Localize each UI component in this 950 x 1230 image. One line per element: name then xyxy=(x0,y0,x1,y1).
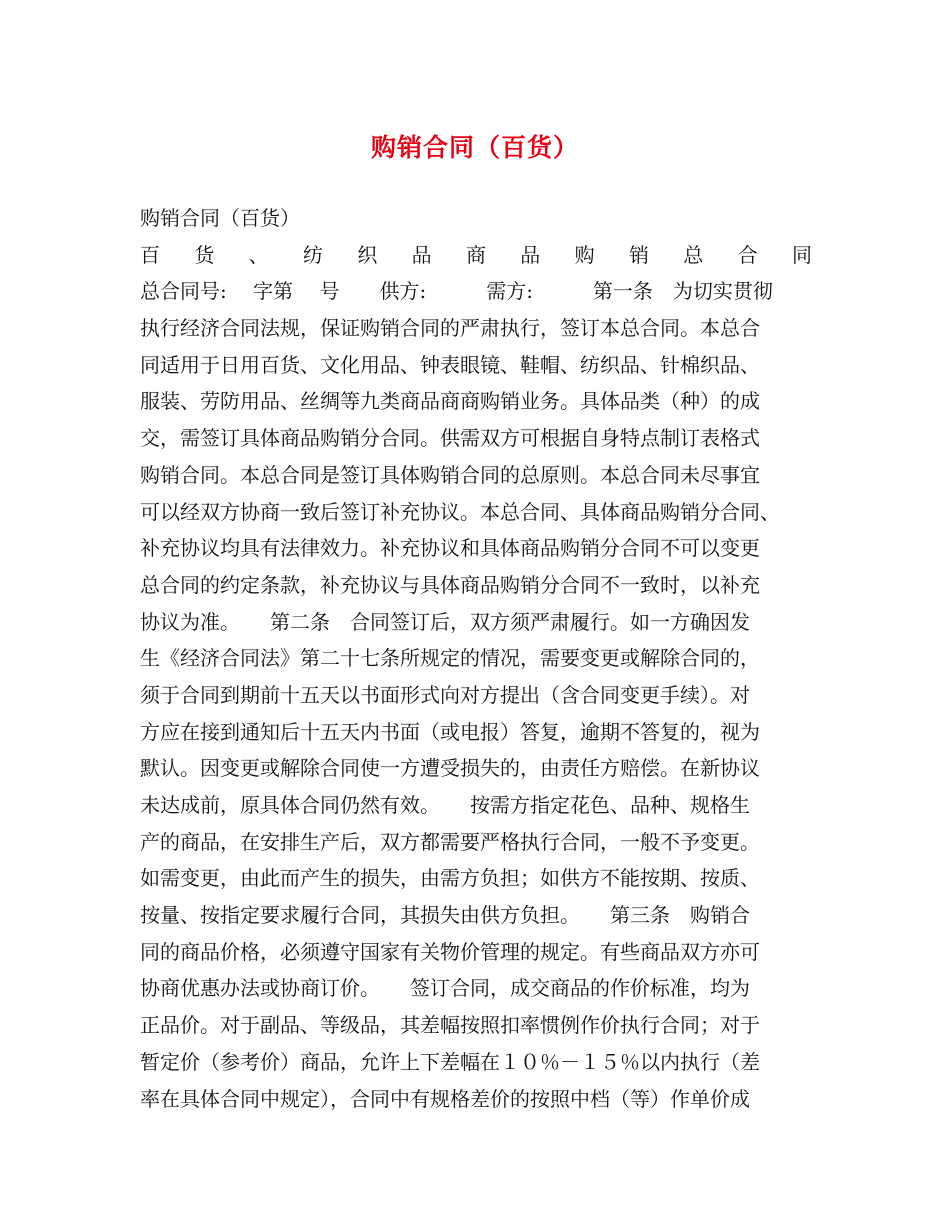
heading-char: 百 xyxy=(140,242,160,267)
body-line: 如需变更，由此而产生的损失，由需方负担；如供方不能按期、按质、 xyxy=(140,866,760,891)
body-line: 交，需签订具体商品购销分合同。供需双方可根据自身特点制订表格式 xyxy=(140,426,760,451)
document-body xyxy=(140,200,812,1117)
body-line: 总合同的约定条款，补充协议与具体商品购销分合同不一致时，以补充 xyxy=(140,572,760,597)
heading-char: 品 xyxy=(411,242,432,267)
body-line: 默认。因变更或解除合同使一方遭受损失的，由责任方赔偿。在新协议 xyxy=(140,756,760,781)
heading-char: 商 xyxy=(465,242,486,267)
document-title: 购销合同（百货） xyxy=(370,133,579,162)
heading-char: 、 xyxy=(248,242,269,267)
heading-char: 购 xyxy=(574,242,595,267)
body-line: 须于合同到期前十五天以书面形式向对方提出（含合同变更手续）。对 xyxy=(140,682,750,707)
body-paragraph xyxy=(140,273,812,1117)
body-line: 购销合同。本总合同是签订具体购销合同的总原则。本总合同未尽事宜 xyxy=(140,462,760,487)
spaced-heading-line xyxy=(140,237,812,274)
body-line: 服装、劳防用品、丝绸等九类商品商商购销业务。具体品类（种）的成 xyxy=(140,389,760,414)
body-line: 未达成前，原具体合同仍然有效。 按需方指定花色、品种、规格生 xyxy=(140,793,750,817)
heading-char: 总 xyxy=(683,242,704,267)
body-line: 协议为准。 第二条 合同签订后，双方须严肃履行。如一方确因发 xyxy=(140,609,750,634)
heading-char: 品 xyxy=(520,242,541,267)
heading-char: 织 xyxy=(357,242,378,267)
heading-char: 销 xyxy=(628,242,649,267)
body-line: 同适用于日用百货、文化用品、钟表眼镜、鞋帽、纺织品、针棉织品、 xyxy=(140,352,760,377)
document-subtitle: 购销合同（百货） xyxy=(140,206,300,230)
body-line: 率在具体合同中规定），合同中有规格差价的按照中档（等）作单价成 xyxy=(140,1086,750,1111)
body-line: 生《经济合同法》第二十七条所规定的情况，需要变更或解除合同的， xyxy=(140,646,760,671)
body-line: 同的商品价格，必须遵守国家有关物价管理的规定。有些商品双方亦可 xyxy=(140,939,760,964)
heading-char: 合 xyxy=(737,242,758,267)
heading-char: 纺 xyxy=(302,242,323,267)
body-line: 协商优惠办法或协商订价。 签订合同，成交商品的作价标准，均为 xyxy=(140,976,750,1001)
body-line: 补充协议均具有法律效力。补充协议和具体商品购销分合同不可以变更 xyxy=(140,536,760,561)
heading-char: 货 xyxy=(194,242,215,267)
body-line: 正品价。对于副品、等级品，其差幅按照扣率惯例作价执行合同；对于 xyxy=(140,1013,760,1038)
body-line: 暂定价（参考价）商品，允许上下差幅在１０％－１５％以内执行（差 xyxy=(140,1049,760,1074)
body-line: 可以经双方协商一致后签订补充协议。本总合同、具体商品购销分合同、 xyxy=(140,499,780,524)
body-line: 产的商品，在安排生产后，双方都需要严格执行合同，一般不予变更。 xyxy=(140,829,760,854)
body-line: 总合同号: 字第 号 供方: 需方: 第一条 为切实贯彻 xyxy=(140,279,773,304)
body-line: 方应在接到通知后十五天内书面（或电报）答复，逾期不答复的，视为 xyxy=(140,719,760,744)
body-line: 按量、按指定要求履行合同，其损失由供方负担。 第三条 购销合 xyxy=(140,903,750,928)
body-line: 执行经济合同法规，保证购销合同的严肃执行，签订本总合同。本总合 xyxy=(140,316,760,341)
heading-char: 同 xyxy=(791,242,812,267)
